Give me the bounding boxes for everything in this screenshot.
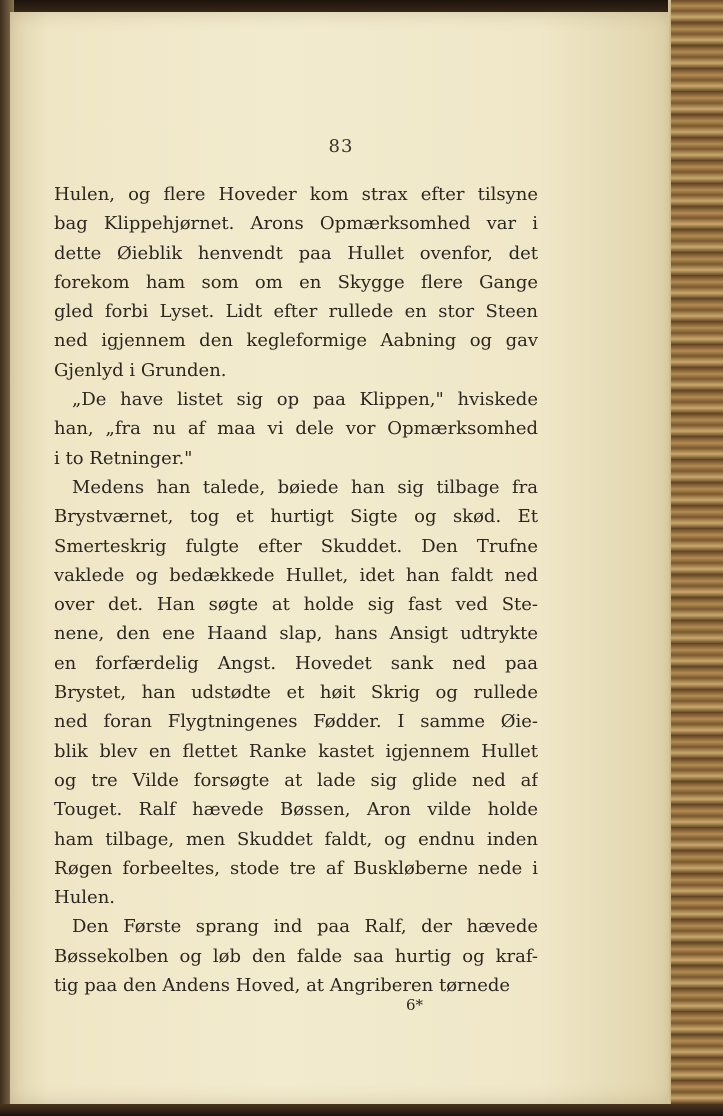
text-line: ned igjennem den kegleformige Aabning og gav (54, 330, 538, 352)
text-line: bag Klippehjørnet. Arons Opmærksomhed var i (54, 213, 538, 235)
text-line: Brystet, han udstødte et høit Skrig og rullede (54, 682, 538, 704)
text-line: Hulen, og flere Hoveder kom strax efter tilsyne (54, 184, 538, 205)
book-page (10, 12, 672, 1104)
text-line: ham tilbage, men Skuddet faldt, og endnu inden (54, 828, 538, 850)
text-line: i to Retninger." (54, 447, 193, 469)
text-line: og tre Vilde forsøgte at lade sig glide ned af (54, 769, 538, 791)
book-spine-edge (671, 0, 723, 1116)
text-line: Medens han talede, bøiede han sig tilbage fra (72, 476, 538, 498)
text-line: Brystværnet, tog et hurtigt Sigte og skød. Et (54, 506, 538, 528)
text-line: ned foran Flygtningenes Fødder. I samme Øie- (54, 711, 538, 733)
text-line: dette Øieblik henvendt paa Hullet ovenfor, det (54, 242, 538, 264)
text-line: Den Første sprang ind paa Ralf, der hævede (72, 916, 538, 938)
paragraph (54, 180, 538, 385)
body-text (54, 180, 538, 1000)
text-line: en forfærdelig Angst. Hovedet sank ned paa (54, 652, 538, 674)
text-line: Touget. Ralf hævede Bøssen, Aron vilde holde (54, 799, 538, 821)
text-line: „De have listet sig op paa Klippen," hviskede (72, 389, 538, 411)
paragraph (54, 385, 538, 473)
text-line: Hulen. (54, 887, 116, 909)
book-bottom-edge (0, 1104, 723, 1116)
text-line: forekom ham som om en Skygge flere Gange (54, 271, 538, 293)
text-line: blik blev en flettet Ranke kastet igjennem Hullet (54, 740, 538, 762)
signature-mark: 6* (406, 996, 424, 1014)
page-number: 83 (328, 136, 354, 157)
text-line: vaklede og bedækkede Hullet, idet han faldt ned (54, 564, 538, 586)
text-line: Gjenlyd i Grunden. (54, 359, 227, 381)
text-line: han, „fra nu af maa vi dele vor Opmærksomhed (54, 418, 538, 440)
paragraph (54, 473, 538, 912)
paragraph (54, 912, 538, 1000)
text-line: Smerteskrig fulgte efter Skuddet. Den Trufne (54, 535, 538, 557)
text-line: Bøssekolben og løb den falde saa hurtig og kraf- (54, 945, 538, 967)
text-line: gled forbi Lyset. Lidt efter rullede en stor Steen (54, 301, 538, 323)
text-line: nene, den ene Haand slap, hans Ansigt udtrykte (54, 623, 538, 645)
text-line: Røgen forbeeltes, stode tre af Buskløberne nede i (54, 857, 538, 879)
text-line: tig paa den Andens Hoved, at Angriberen tørnede (54, 975, 511, 997)
text-line: over det. Han søgte at holde sig fast ved Ste- (54, 594, 538, 616)
